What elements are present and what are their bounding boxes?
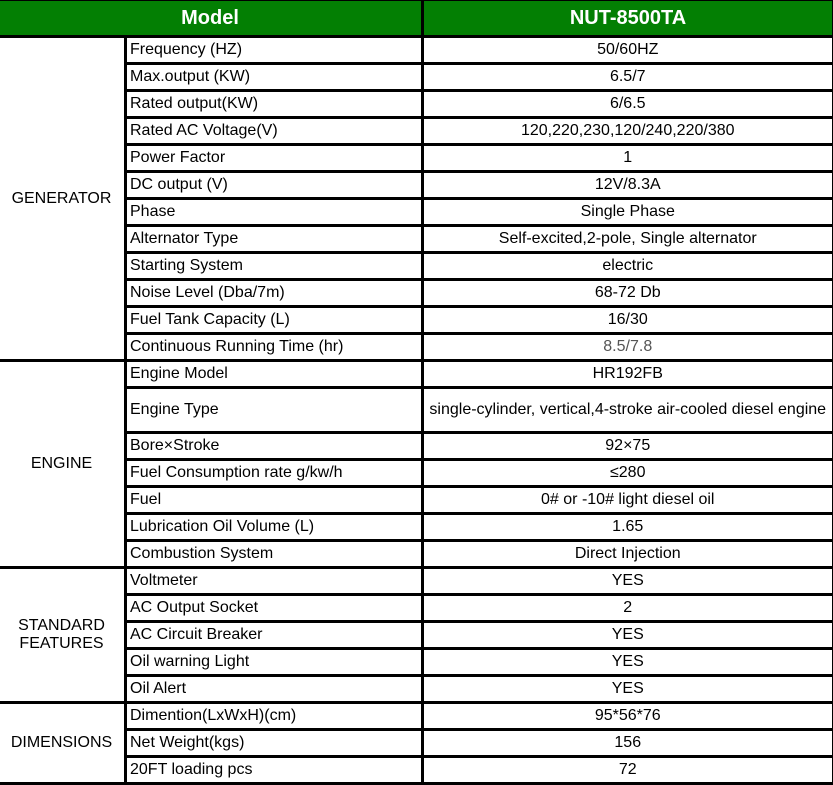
spec-label: Noise Level (Dba/7m) [126, 280, 423, 307]
spec-value: 6/6.5 [423, 91, 833, 118]
model-value-header: NUT-8500TA [423, 1, 833, 37]
section-label: ENGINE [0, 361, 126, 568]
spec-label: Bore×Stroke [126, 433, 423, 460]
table-row [0, 622, 833, 649]
table-row [0, 595, 833, 622]
spec-value: HR192FB [423, 361, 833, 388]
table-row [0, 703, 833, 730]
spec-value: YES [423, 649, 833, 676]
spec-value: 12V/8.3A [423, 172, 833, 199]
table-row [0, 226, 833, 253]
table-row [0, 172, 833, 199]
spec-label: Rated AC Voltage(V) [126, 118, 423, 145]
spec-label: AC Output Socket [126, 595, 423, 622]
spec-value: 50/60HZ [423, 37, 833, 64]
spec-label: Frequency (HZ) [126, 37, 423, 64]
spec-label: Max.output (KW) [126, 64, 423, 91]
spec-label: Dimention(LxWxH)(cm) [126, 703, 423, 730]
spec-value: 1 [423, 145, 833, 172]
table-row [0, 388, 833, 433]
spec-label: Net Weight(kgs) [126, 730, 423, 757]
spec-label: 20FT loading pcs [126, 757, 423, 784]
table-row [0, 253, 833, 280]
header-row [0, 1, 833, 37]
spec-value: 16/30 [423, 307, 833, 334]
spec-value: YES [423, 676, 833, 703]
spec-value: 1.65 [423, 514, 833, 541]
table-row [0, 37, 833, 64]
table-row [0, 145, 833, 172]
spec-value: electric [423, 253, 833, 280]
table-row [0, 199, 833, 226]
section-label: DIMENSIONS [0, 703, 126, 784]
spec-label: Fuel [126, 487, 423, 514]
table-row [0, 433, 833, 460]
table-row [0, 514, 833, 541]
spec-label: Combustion System [126, 541, 423, 568]
spec-value: 156 [423, 730, 833, 757]
table-row [0, 307, 833, 334]
spec-label: Voltmeter [126, 568, 423, 595]
spec-value: 8.5/7.8 [423, 334, 833, 361]
table-row [0, 757, 833, 784]
table-row [0, 730, 833, 757]
spec-label: Power Factor [126, 145, 423, 172]
table-row [0, 460, 833, 487]
spec-value: Self-excited,2-pole, Single alternator [423, 226, 833, 253]
spec-label: Alternator Type [126, 226, 423, 253]
table-row [0, 568, 833, 595]
table-row [0, 118, 833, 145]
spec-value: Single Phase [423, 199, 833, 226]
section-label: GENERATOR [0, 37, 126, 361]
spec-label: Continuous Running Time (hr) [126, 334, 423, 361]
table-row [0, 91, 833, 118]
table-row [0, 280, 833, 307]
spec-value: single-cylinder, vertical,4-stroke air-cooled diesel engine [423, 388, 833, 433]
spec-label: Fuel Consumption rate g/kw/h [126, 460, 423, 487]
spec-value: 68-72 Db [423, 280, 833, 307]
spec-value: 0# or -10# light diesel oil [423, 487, 833, 514]
table-row [0, 361, 833, 388]
spec-label: Engine Type [126, 388, 423, 433]
model-header: Model [0, 1, 423, 37]
spec-value: 2 [423, 595, 833, 622]
table-row [0, 487, 833, 514]
spec-label: AC Circuit Breaker [126, 622, 423, 649]
spec-label: Phase [126, 199, 423, 226]
spec-value: YES [423, 622, 833, 649]
spec-label: DC output (V) [126, 172, 423, 199]
spec-label: Oil warning Light [126, 649, 423, 676]
spec-label: Oil Alert [126, 676, 423, 703]
spec-value: 92×75 [423, 433, 833, 460]
spec-label: Lubrication Oil Volume (L) [126, 514, 423, 541]
spec-label: Fuel Tank Capacity (L) [126, 307, 423, 334]
table-row [0, 334, 833, 361]
table-row [0, 64, 833, 91]
spec-value: Direct Injection [423, 541, 833, 568]
spec-label: Starting System [126, 253, 423, 280]
table-row [0, 676, 833, 703]
spec-value: 120,220,230,120/240,220/380 [423, 118, 833, 145]
spec-label: Rated output(KW) [126, 91, 423, 118]
spec-value: YES [423, 568, 833, 595]
spec-value: ≤280 [423, 460, 833, 487]
section-label: STANDARD FEATURES [0, 568, 126, 703]
spec-value: 6.5/7 [423, 64, 833, 91]
spec-value: 72 [423, 757, 833, 784]
table-row [0, 541, 833, 568]
spec-value: 95*56*76 [423, 703, 833, 730]
table-row [0, 649, 833, 676]
spec-label: Engine Model [126, 361, 423, 388]
